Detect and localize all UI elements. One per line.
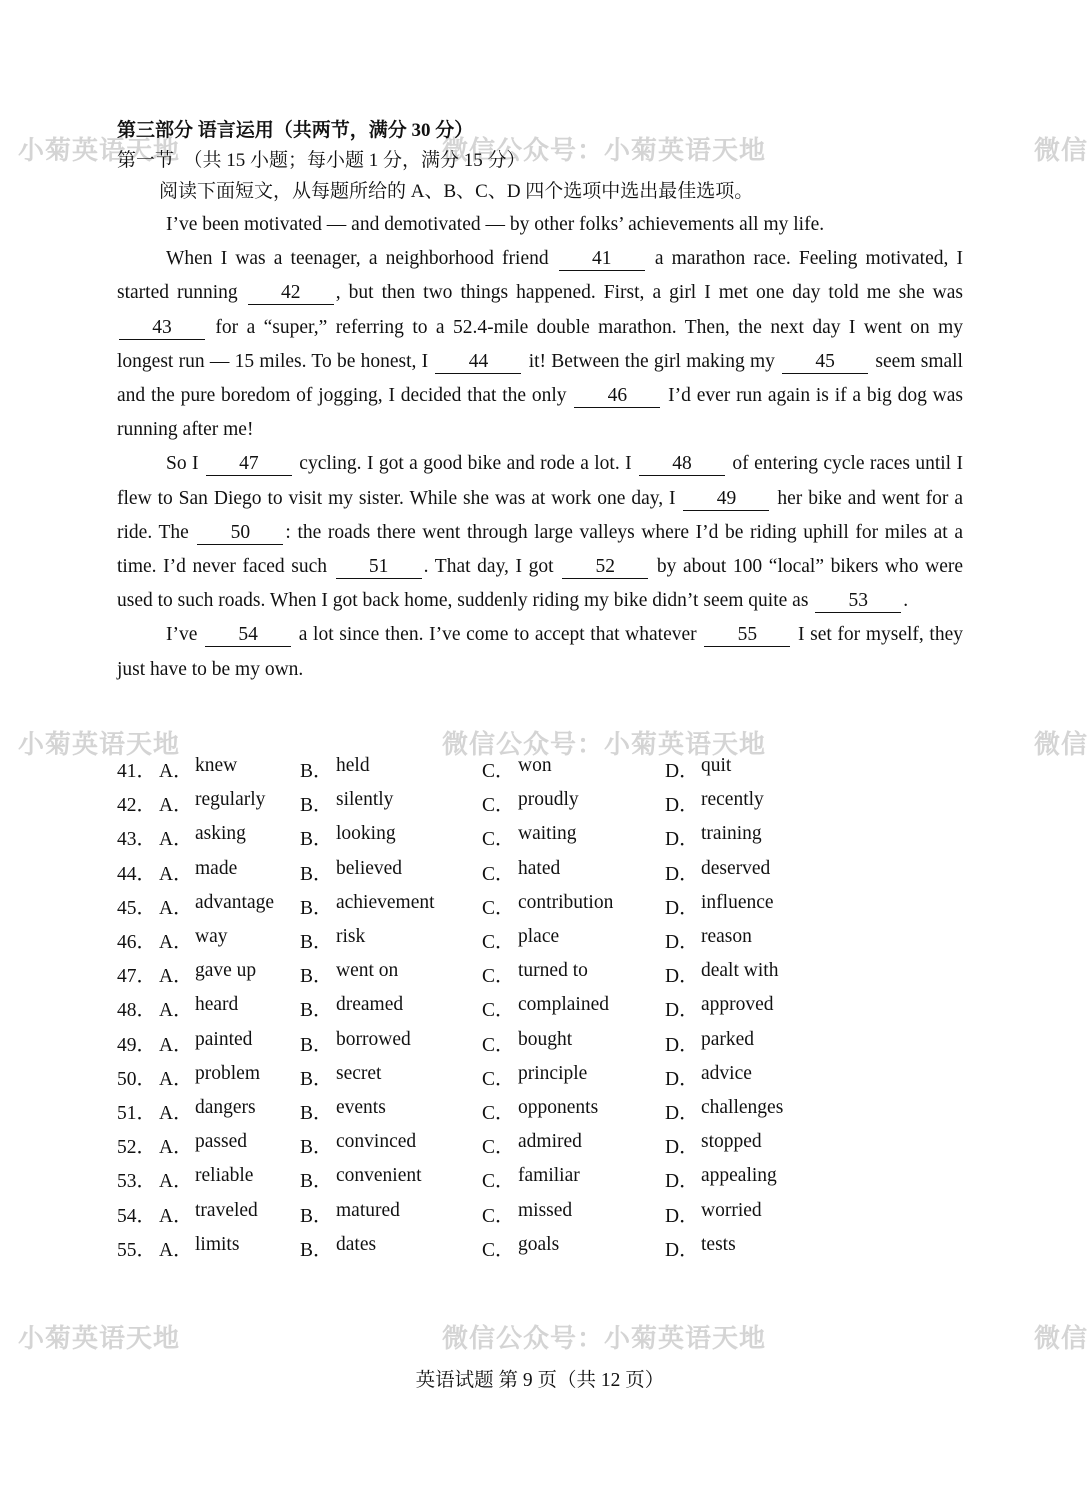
blank-52: 52: [562, 556, 648, 579]
option-letter: C．: [482, 1205, 515, 1227]
option-letter: B．: [300, 897, 333, 919]
option-letter: B．: [300, 1034, 333, 1056]
option-d: [665, 823, 865, 851]
option-letter: D．: [665, 966, 699, 988]
option-letter: A．: [159, 1137, 193, 1159]
option-b: [300, 1165, 482, 1193]
option-text: bought: [518, 1028, 573, 1050]
option-text: dangers: [195, 1096, 256, 1118]
option-c: [482, 1131, 665, 1159]
option-letter: A．: [159, 1000, 193, 1022]
passage-paragraph-2: [117, 242, 963, 447]
passage-text: cycling. I got a good bike and rode a lot. I: [293, 453, 638, 475]
blank-49: 49: [683, 488, 769, 511]
option-b: [300, 960, 482, 988]
passage: [117, 208, 963, 687]
option-row: [117, 1196, 917, 1230]
option-d: [665, 755, 865, 783]
option-b: [300, 1029, 482, 1057]
option-text: training: [701, 823, 762, 845]
option-c: [482, 892, 665, 920]
option-text: dreamed: [336, 994, 404, 1016]
question-number: 43．: [117, 829, 157, 851]
option-row: [117, 855, 917, 889]
option-c: [482, 1097, 665, 1125]
option-text: recently: [701, 789, 764, 811]
option-text: admired: [518, 1131, 582, 1153]
option-text: turned to: [518, 960, 588, 982]
option-c: [482, 1063, 665, 1091]
option-text: heard: [195, 994, 239, 1016]
option-letter: D．: [665, 1034, 699, 1056]
option-letter: A．: [159, 966, 193, 988]
blank-46: 46: [574, 385, 660, 408]
option-letter: A．: [159, 795, 193, 817]
option-c: [482, 823, 665, 851]
option-letter: C．: [482, 932, 515, 954]
option-c: [482, 1200, 665, 1228]
option-letter: B．: [300, 863, 333, 885]
option-d: [665, 1063, 865, 1091]
watermark-brand: 小菊英语天地: [18, 730, 181, 760]
question-number: 53．: [117, 1171, 157, 1193]
option-letter: B．: [300, 932, 333, 954]
option-d: [665, 994, 865, 1022]
option-text: hated: [518, 857, 561, 879]
option-a: [159, 1165, 300, 1193]
option-letter: D．: [665, 863, 699, 885]
option-text: worried: [701, 1199, 762, 1221]
option-d: [665, 1234, 865, 1262]
option-text: tests: [701, 1233, 736, 1255]
question-number: 55．: [117, 1239, 157, 1261]
option-c: [482, 755, 665, 783]
option-text: contribution: [518, 891, 614, 913]
passage-text: : the roads there went through large valleys where I’d be riding uphill for miles at a time. I’d never faced such: [117, 521, 963, 578]
option-b: [300, 1063, 482, 1091]
option-b: [300, 789, 482, 817]
option-a: [159, 926, 300, 954]
option-text: reliable: [195, 1165, 254, 1187]
option-text: complained: [518, 994, 609, 1016]
option-a: [159, 755, 300, 783]
option-letter: A．: [159, 761, 193, 783]
blank-42: 42: [248, 282, 334, 305]
option-letter: A．: [159, 897, 193, 919]
option-letter: B．: [300, 1171, 333, 1193]
passage-text: seem small and the pure boredom of jogging, I decided that the only: [117, 350, 963, 407]
blank-51: 51: [336, 556, 422, 579]
option-text: problem: [195, 1062, 260, 1084]
option-text: stopped: [701, 1131, 762, 1153]
option-letter: A．: [159, 1034, 193, 1056]
option-row: [117, 1231, 917, 1265]
option-letter: B．: [300, 1000, 333, 1022]
option-letter: D．: [665, 761, 699, 783]
question-number: 51．: [117, 1102, 157, 1124]
passage-paragraph-3: [117, 447, 963, 618]
blank-47: 47: [206, 453, 292, 476]
option-row: [117, 991, 917, 1025]
option-text: principle: [518, 1062, 588, 1084]
option-a: [159, 1097, 300, 1125]
passage-text: When I was a teenager, a neighborhood friend: [166, 248, 557, 270]
option-text: convinced: [336, 1131, 417, 1153]
option-d: [665, 926, 865, 954]
option-a: [159, 823, 300, 851]
option-text: silently: [336, 789, 394, 811]
option-text: familiar: [518, 1165, 580, 1187]
option-row: [117, 923, 917, 957]
option-b: [300, 926, 482, 954]
option-letter: B．: [300, 1137, 333, 1159]
option-a: [159, 789, 300, 817]
option-letter: C．: [482, 1239, 515, 1261]
passage-text: So I: [166, 453, 204, 475]
watermark-brand: 小菊英语天地: [18, 136, 181, 166]
option-d: [665, 1097, 865, 1125]
option-text: advantage: [195, 891, 275, 913]
option-letter: A．: [159, 1068, 193, 1090]
option-text: believed: [336, 857, 403, 879]
blank-50: 50: [197, 522, 283, 545]
option-text: held: [336, 755, 370, 777]
option-d: [665, 1131, 865, 1159]
passage-text: by about 100 “local” bikers who were used to such roads. When I got back home, suddenly riding my bike didn’t seem quite as: [117, 556, 963, 612]
option-text: secret: [336, 1062, 382, 1084]
option-c: [482, 994, 665, 1022]
passage-text: . That day, I got: [423, 556, 561, 578]
option-letter: D．: [665, 1102, 699, 1124]
blank-43: 43: [119, 317, 205, 340]
option-a: [159, 892, 300, 920]
option-c: [482, 858, 665, 886]
option-a: [159, 1234, 300, 1262]
page-footer: 英语试题 第 9 页（共 12 页）: [415, 1370, 665, 1391]
option-text: regularly: [195, 789, 266, 811]
option-letter: A．: [159, 1239, 193, 1261]
option-letter: D．: [665, 829, 699, 851]
option-letter: C．: [482, 897, 515, 919]
option-a: [159, 960, 300, 988]
option-c: [482, 926, 665, 954]
option-letter: A．: [159, 1205, 193, 1227]
option-a: [159, 1131, 300, 1159]
option-text: asking: [195, 823, 246, 845]
question-number: 44．: [117, 863, 157, 885]
option-text: place: [518, 926, 560, 948]
option-row: [117, 957, 917, 991]
option-text: advice: [701, 1062, 752, 1084]
option-text: proudly: [518, 789, 579, 811]
passage-text: I’d ever run again is if a big dog was running after me!: [117, 385, 963, 441]
option-letter: B．: [300, 1068, 333, 1090]
passage-text: a lot since then. I’ve come to accept that whatever: [293, 624, 703, 646]
question-number: 46．: [117, 932, 157, 954]
option-row: [117, 820, 917, 854]
option-text: knew: [195, 755, 238, 777]
watermark-wechat: 微信公众号：小菊英语天地: [442, 136, 767, 166]
option-c: [482, 1165, 665, 1193]
option-text: borrowed: [336, 1028, 411, 1050]
option-d: [665, 1165, 865, 1193]
option-text: opponents: [518, 1096, 599, 1118]
option-letter: B．: [300, 795, 333, 817]
watermark-wechat: 微信公众号：小菊英语天地: [442, 1324, 767, 1354]
option-letter: C．: [482, 1137, 515, 1159]
option-a: [159, 1063, 300, 1091]
option-letter: D．: [665, 932, 699, 954]
question-number: 47．: [117, 966, 157, 988]
option-a: [159, 1029, 300, 1057]
option-c: [482, 1029, 665, 1057]
blank-54: 54: [205, 624, 291, 647]
section-title: 第一节 （共 15 小题；每小题 1 分，满分 15 分）: [117, 150, 526, 171]
option-letter: B．: [300, 1205, 333, 1227]
option-a: [159, 994, 300, 1022]
option-b: [300, 1131, 482, 1159]
blank-48: 48: [639, 453, 725, 476]
option-letter: D．: [665, 1205, 699, 1227]
option-row: [117, 1060, 917, 1094]
option-b: [300, 823, 482, 851]
watermark-wechat: 微信公众号：小菊英语天地: [442, 730, 767, 760]
option-d: [665, 789, 865, 817]
option-letter: C．: [482, 1000, 515, 1022]
blank-41: 41: [559, 248, 645, 271]
option-letter: A．: [159, 1171, 193, 1193]
option-text: waiting: [518, 823, 577, 845]
option-b: [300, 755, 482, 783]
option-text: convenient: [336, 1165, 422, 1187]
passage-text: I’ve: [166, 624, 204, 646]
blank-53: 53: [815, 590, 901, 613]
option-a: [159, 858, 300, 886]
option-letter: A．: [159, 1102, 193, 1124]
option-c: [482, 960, 665, 988]
passage-text: of entering cycle races until I flew to San Diego to visit my sister. While she was at work one day, I: [117, 453, 963, 509]
option-letter: C．: [482, 966, 515, 988]
content-area: [117, 116, 963, 687]
passage-text: a marathon race. Feeling motivated, I started running: [117, 248, 964, 304]
option-b: [300, 1097, 482, 1125]
option-row: [117, 1128, 917, 1162]
watermark-brand: 小菊英语天地: [18, 1324, 181, 1354]
option-text: quit: [701, 755, 732, 777]
option-text: dealt with: [701, 960, 779, 982]
option-text: approved: [701, 994, 774, 1016]
passage-text: it! Between the girl making my: [523, 350, 781, 372]
option-row: [117, 752, 917, 786]
option-letter: C．: [482, 761, 515, 783]
option-text: reason: [701, 926, 752, 948]
option-text: made: [195, 857, 238, 879]
passage-text: I set for myself, they just have to be my own.: [117, 624, 964, 680]
option-text: achievement: [336, 891, 435, 913]
option-text: deserved: [701, 857, 771, 879]
passage-paragraph-1: I’ve been motivated — and demotivated — by other folks’ achievements all my life.: [166, 214, 825, 235]
option-row: [117, 1026, 917, 1060]
option-text: way: [195, 926, 228, 948]
options-list: [117, 752, 917, 1265]
option-text: passed: [195, 1131, 247, 1153]
option-d: [665, 960, 865, 988]
option-text: risk: [336, 926, 366, 948]
question-number: 52．: [117, 1137, 157, 1159]
option-text: influence: [701, 891, 774, 913]
watermark-edge: 微信: [1034, 1324, 1088, 1354]
passage-text: .: [903, 590, 909, 612]
option-letter: B．: [300, 761, 333, 783]
watermark-edge: 微信: [1034, 730, 1088, 760]
question-number: 50．: [117, 1068, 157, 1090]
option-row: [117, 1094, 917, 1128]
option-letter: A．: [159, 863, 193, 885]
question-number: 49．: [117, 1034, 157, 1056]
option-text: appealing: [701, 1165, 777, 1187]
option-letter: D．: [665, 1171, 699, 1193]
passage-text: , but then two things happened. First, a girl I met one day told me she was: [335, 282, 964, 304]
option-letter: A．: [159, 829, 193, 851]
option-text: matured: [336, 1199, 400, 1221]
instructions: 阅读下面短文，从每题所给的 A、B、C、D 四个选项中选出最佳选项。: [159, 181, 754, 202]
option-d: [665, 892, 865, 920]
question-number: 48．: [117, 1000, 157, 1022]
option-letter: C．: [482, 1171, 515, 1193]
option-text: events: [336, 1096, 386, 1118]
option-letter: B．: [300, 1239, 333, 1261]
option-text: dates: [336, 1233, 377, 1255]
option-text: missed: [518, 1199, 573, 1221]
option-letter: C．: [482, 795, 515, 817]
option-text: went on: [336, 960, 399, 982]
question-number: 41．: [117, 761, 157, 783]
option-row: [117, 786, 917, 820]
option-letter: A．: [159, 932, 193, 954]
option-d: [665, 1029, 865, 1057]
option-text: goals: [518, 1233, 560, 1255]
option-b: [300, 858, 482, 886]
option-letter: D．: [665, 1137, 699, 1159]
part-title: 第三部分 语言运用（共两节，满分 30 分）: [117, 120, 474, 141]
option-letter: D．: [665, 1000, 699, 1022]
passage-text: for a “super,” referring to a 52.4-mile double marathon. Then, the next day I went on my longest run — 15 miles. To be honest, I: [117, 316, 963, 372]
option-text: painted: [195, 1028, 253, 1050]
option-letter: D．: [665, 1068, 699, 1090]
option-a: [159, 1200, 300, 1228]
option-row: [117, 1162, 917, 1196]
option-letter: D．: [665, 897, 699, 919]
option-b: [300, 994, 482, 1022]
option-letter: D．: [665, 795, 699, 817]
blank-45: 45: [782, 351, 868, 374]
option-letter: B．: [300, 1102, 333, 1124]
option-b: [300, 1234, 482, 1262]
option-letter: C．: [482, 829, 515, 851]
blank-55: 55: [704, 624, 790, 647]
option-text: won: [518, 755, 552, 777]
option-text: parked: [701, 1028, 755, 1050]
option-b: [300, 892, 482, 920]
question-number: 54．: [117, 1205, 157, 1227]
watermark-edge: 微信: [1034, 136, 1088, 166]
option-d: [665, 1200, 865, 1228]
option-letter: C．: [482, 1102, 515, 1124]
option-row: [117, 889, 917, 923]
option-letter: C．: [482, 1068, 515, 1090]
option-text: looking: [336, 823, 396, 845]
option-text: challenges: [701, 1096, 784, 1118]
question-number: 45．: [117, 897, 157, 919]
passage-paragraph-4: [117, 618, 963, 686]
question-number: 42．: [117, 795, 157, 817]
option-letter: B．: [300, 966, 333, 988]
passage-text: her bike and went for a ride. The: [117, 487, 963, 543]
option-b: [300, 1200, 482, 1228]
option-letter: C．: [482, 1034, 515, 1056]
option-letter: B．: [300, 829, 333, 851]
option-text: gave up: [195, 960, 257, 982]
option-c: [482, 789, 665, 817]
option-c: [482, 1234, 665, 1262]
option-letter: C．: [482, 863, 515, 885]
option-letter: D．: [665, 1239, 699, 1261]
option-text: limits: [195, 1233, 240, 1255]
option-text: traveled: [195, 1199, 258, 1221]
option-d: [665, 858, 865, 886]
blank-44: 44: [435, 351, 521, 374]
